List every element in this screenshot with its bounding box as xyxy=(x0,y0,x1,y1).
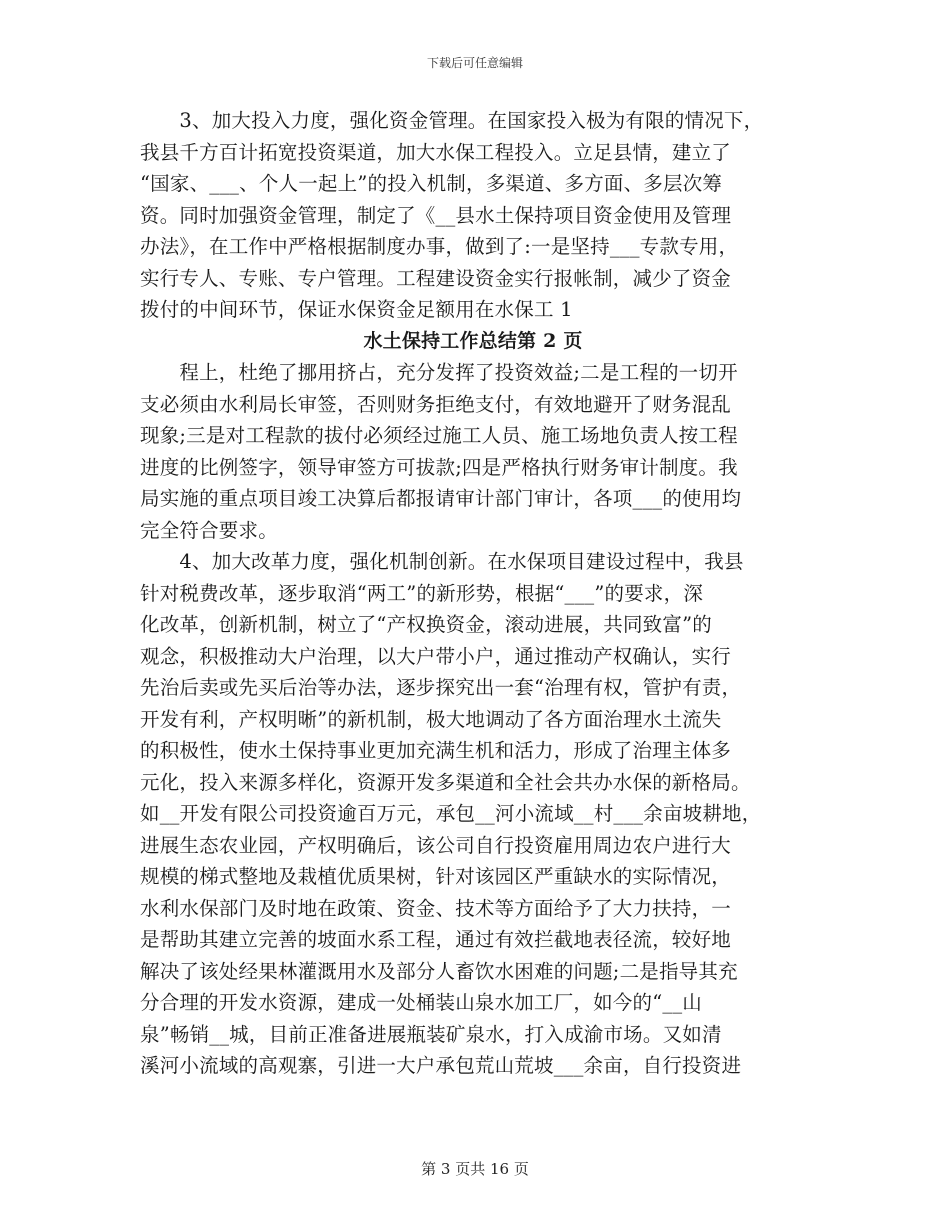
text-line: 泉”畅销__城，目前正准备进展瓶装矿泉水，打入成渝市场。又如清 xyxy=(140,1022,722,1046)
text-line: 化改革，创新机制，树立了“产权换资金，滚动进展，共同致富”的 xyxy=(140,613,712,636)
document-body xyxy=(140,105,806,1082)
text-line: 拨付的中间环节，保证水保资金足额用在水保工 1 xyxy=(140,298,573,321)
text-line: 是帮助其建立完善的坡面水系工程，通过有效拦截地表径流，较好地 xyxy=(140,928,732,951)
text-line: 完全符合要求。 xyxy=(140,518,278,542)
page-footer: 第 3 页共 16 页 xyxy=(421,1160,529,1178)
text-line: 办法》，在工作中严格根据制度办事，做到了:一是坚持___专款专用， xyxy=(140,235,739,258)
text-line: 的积极性，使水土保持事业更加充满生机和活力，形成了治理主体多 xyxy=(140,739,732,762)
text-line: 资。同时加强资金管理，制定了《__县水土保持项目资金使用及管理 xyxy=(140,203,732,227)
text-line: 分合理的开发水资源，建成一处桶装山泉水加工厂，如今的“__山 xyxy=(140,991,702,1014)
text-line: 先治后卖或先买后治等办法，逐步探究出一套“治理有权，管护有责， xyxy=(140,676,742,699)
text-line: 溪河小流域的高观寨，引进一大户承包荒山荒坡___余亩，自行投资进 xyxy=(140,1054,742,1077)
text-line: 针对税费改革，逐步取消“两工”的新形势，根据“___”的要求，深 xyxy=(140,581,704,605)
text-line: 局实施的重点项目竣工决算后都报请审计部门审计，各项___的使用均 xyxy=(140,487,742,510)
text-line: 观念，积极推动大户治理，以大户带小户，通过推动产权确认，实行 xyxy=(140,644,732,668)
text-line: 进展生态农业园，产权明确后，该公司自行投资雇用周边农户进行大 xyxy=(140,833,732,857)
text-line: “国家、___、个人一起上”的投入机制，多渠道、多方面、多层次筹 xyxy=(140,172,723,195)
text-line: 3、加大投入力度，强化资金管理。在国家投入极为有限的情况下， xyxy=(140,109,764,132)
text-line: 水利水保部门及时地在政策、资金、技术等方面给予了大力扶持，一 xyxy=(140,896,732,920)
text-line: 解决了该处经果林灌溉用水及部分人畜饮水困难的问题;二是指导其充 xyxy=(140,959,738,983)
section-title: 水土保持工作总结第 2 页 xyxy=(363,329,583,352)
page-header: 下载后可任意编辑 xyxy=(426,56,523,70)
text-line: 支必须由水利局长审签，否则财务拒绝支付，有效地避开了财务混乱 xyxy=(140,392,732,416)
text-line: 开发有利，产权明晰”的新机制，极大地调动了各方面治理水土流失 xyxy=(140,707,722,731)
text-line: 4、加大改革力度，强化机制创新。在水保项目建设过程中，我县 xyxy=(140,550,744,573)
text-line: 程上，杜绝了挪用挤占，充分发挥了投资效益;二是工程的一切开 xyxy=(140,361,738,384)
text-line: 我县千方百计拓宽投资渠道，加大水保工程投入。立足县情，建立了 xyxy=(140,140,732,164)
text-line: 元化，投入来源多样化，资源开发多渠道和全社会共办水保的新格局。 xyxy=(140,770,751,794)
text-line: 规模的梯式整地及栽植优质果树，针对该园区严重缺水的实际情况， xyxy=(140,865,732,888)
text-line: 进度的比例签字，领导审签方可拔款;四是严格执行财务审计制度。我 xyxy=(140,455,738,479)
text-line: 现象;三是对工程款的拔付必须经过施工人员、施工场地负责人按工程 xyxy=(140,424,738,447)
text-line: 如__开发有限公司投资逾百万元，承包__河小流域__村___余亩坡耕地， xyxy=(140,802,762,825)
text-line: 实行专人、专账、专户管理。工程建设资金实行报帐制，减少了资金 xyxy=(140,266,732,290)
